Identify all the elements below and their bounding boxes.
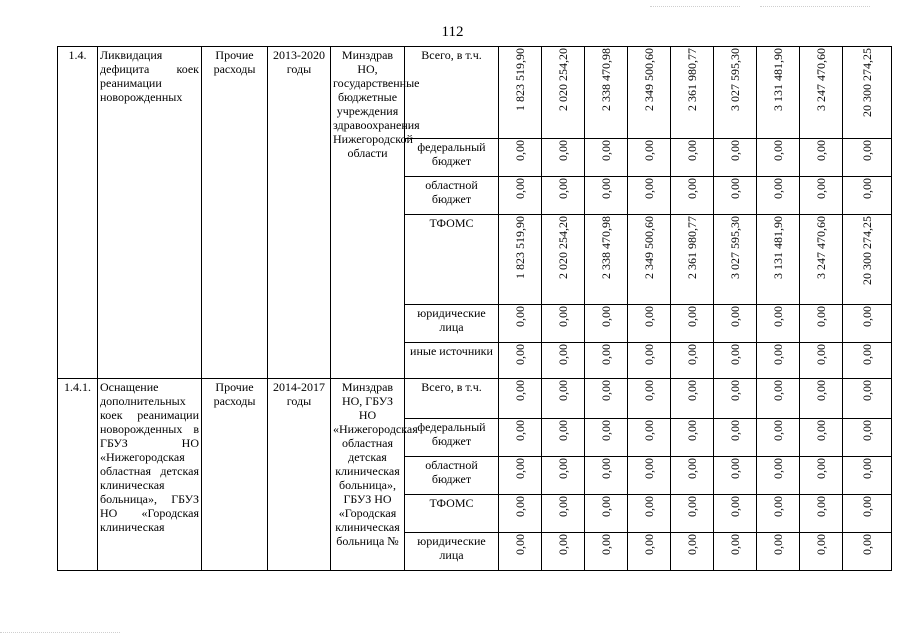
amount-cell (542, 177, 585, 215)
amount-value: 0,00 (556, 458, 570, 479)
amount-value: 0,00 (513, 496, 527, 517)
funding-source: областной бюджет (405, 457, 499, 495)
amount-cell (542, 47, 585, 139)
amount-cell (542, 379, 585, 419)
amount-cell (843, 177, 892, 215)
amount-value: 0,00 (728, 534, 742, 555)
funding-source: юридические лица (405, 305, 499, 343)
amount-cell (757, 533, 800, 571)
amount-value: 0,00 (513, 306, 527, 327)
amount-value: 3 247 470,60 (814, 216, 828, 279)
amount-value: 0,00 (728, 178, 742, 199)
amount-cell (671, 343, 714, 379)
amount-value: 0,00 (642, 458, 656, 479)
funding-source: юридические лица (405, 533, 499, 571)
amount-cell (843, 305, 892, 343)
amount-cell (843, 379, 892, 419)
amount-value: 0,00 (556, 496, 570, 517)
amount-cell (585, 419, 628, 457)
amount-value: 0,00 (814, 140, 828, 161)
amount-cell (714, 343, 757, 379)
amount-value: 0,00 (642, 344, 656, 365)
amount-cell (843, 419, 892, 457)
amount-cell (671, 379, 714, 419)
amount-value: 0,00 (771, 306, 785, 327)
amount-cell (800, 215, 843, 305)
amount-cell (671, 533, 714, 571)
amount-value: 0,00 (860, 496, 874, 517)
amount-value: 0,00 (685, 420, 699, 441)
amount-cell (671, 495, 714, 533)
amount-value: 0,00 (814, 420, 828, 441)
amount-cell (671, 305, 714, 343)
amount-value: 3 247 470,60 (814, 48, 828, 111)
amount-value: 3 131 481,90 (771, 216, 785, 279)
amount-cell (757, 177, 800, 215)
amount-value: 0,00 (685, 344, 699, 365)
table-row (58, 47, 892, 139)
amount-cell (628, 457, 671, 495)
amount-cell (499, 215, 542, 305)
amount-value: 0,00 (556, 306, 570, 327)
amount-value: 1 823 519,90 (513, 48, 527, 111)
executor: Минздрав НО, ГБУЗ НО «Нижегородская областная детская клиническая больница», ГБУЗ НО «Городская клиническая больница № (331, 379, 405, 571)
amount-cell (757, 379, 800, 419)
funding-source: ТФОМС (405, 495, 499, 533)
amount-value: 0,00 (860, 534, 874, 555)
amount-cell (800, 379, 843, 419)
amount-cell (499, 457, 542, 495)
amount-value: 0,00 (860, 420, 874, 441)
amount-cell (671, 47, 714, 139)
amount-value: 2 020 254,20 (556, 216, 570, 279)
amount-cell (757, 495, 800, 533)
amount-value: 3 131 481,90 (771, 48, 785, 111)
amount-value: 2 361 980,77 (685, 48, 699, 111)
section-name: Ликвидация дефицита коек реанимации новорожденных (98, 47, 202, 379)
amount-cell (671, 215, 714, 305)
amount-cell (843, 533, 892, 571)
amount-cell (800, 457, 843, 495)
amount-value: 0,00 (599, 420, 613, 441)
amount-cell (800, 533, 843, 571)
amount-cell (499, 177, 542, 215)
amount-value: 20 300 274,25 (860, 48, 874, 117)
amount-cell (843, 215, 892, 305)
amount-value: 0,00 (771, 534, 785, 555)
amount-value: 0,00 (771, 420, 785, 441)
amount-value: 0,00 (860, 140, 874, 161)
amount-cell (757, 139, 800, 177)
amount-cell (843, 47, 892, 139)
amount-cell (585, 495, 628, 533)
amount-cell (499, 379, 542, 419)
amount-value: 0,00 (728, 458, 742, 479)
amount-cell (800, 177, 843, 215)
amount-value: 0,00 (685, 496, 699, 517)
amount-cell (542, 419, 585, 457)
amount-value: 0,00 (642, 306, 656, 327)
amount-cell (585, 457, 628, 495)
amount-cell (542, 215, 585, 305)
amount-cell (800, 419, 843, 457)
amount-cell (499, 533, 542, 571)
amount-cell (757, 419, 800, 457)
executor: Минздрав НО, государственные бюджетные учреждения здравоохранения Нижегородской области (331, 47, 405, 379)
amount-cell (542, 139, 585, 177)
funding-source: федеральный бюджет (405, 139, 499, 177)
amount-cell (843, 343, 892, 379)
amount-value: 0,00 (860, 380, 874, 401)
implementation-years: 2013-2020 годы (268, 47, 331, 379)
amount-value: 2 361 980,77 (685, 216, 699, 279)
amount-value: 0,00 (599, 178, 613, 199)
amount-cell (628, 47, 671, 139)
amount-cell (714, 305, 757, 343)
amount-cell (585, 177, 628, 215)
amount-cell (585, 215, 628, 305)
amount-cell (542, 495, 585, 533)
amount-value: 0,00 (642, 496, 656, 517)
table-row (58, 379, 892, 419)
amount-value: 0,00 (860, 306, 874, 327)
funding-source: иные источники (405, 343, 499, 379)
amount-value: 2 020 254,20 (556, 48, 570, 111)
section-number: 1.4.1. (58, 379, 98, 571)
amount-cell (757, 305, 800, 343)
amount-cell (843, 457, 892, 495)
amount-value: 0,00 (642, 420, 656, 441)
amount-value: 0,00 (728, 496, 742, 517)
amount-value: 0,00 (728, 380, 742, 401)
amount-value: 0,00 (771, 496, 785, 517)
funding-source: областной бюджет (405, 177, 499, 215)
amount-cell (542, 457, 585, 495)
section-number: 1.4. (58, 47, 98, 379)
amount-value: 0,00 (814, 344, 828, 365)
amount-value: 0,00 (642, 178, 656, 199)
amount-value: 0,00 (513, 380, 527, 401)
amount-cell (671, 419, 714, 457)
amount-value: 0,00 (556, 178, 570, 199)
amount-value: 0,00 (728, 306, 742, 327)
amount-value: 0,00 (513, 534, 527, 555)
expense-type: Прочие расходы (202, 379, 268, 571)
amount-value: 0,00 (513, 140, 527, 161)
amount-cell (800, 305, 843, 343)
amount-value: 0,00 (556, 380, 570, 401)
amount-cell (628, 495, 671, 533)
amount-value: 20 300 274,25 (860, 216, 874, 285)
amount-cell (714, 379, 757, 419)
amount-value: 0,00 (642, 140, 656, 161)
amount-cell (800, 495, 843, 533)
amount-value: 0,00 (771, 458, 785, 479)
amount-value: 0,00 (771, 344, 785, 365)
amount-cell (585, 533, 628, 571)
amount-value: 0,00 (599, 306, 613, 327)
amount-value: 0,00 (771, 140, 785, 161)
amount-cell (671, 177, 714, 215)
scan-artifact-top-2 (760, 6, 870, 7)
amount-value: 0,00 (556, 344, 570, 365)
amount-value: 0,00 (728, 344, 742, 365)
page-number: 112 (441, 24, 464, 40)
section-name: Оснащение дополнительных коек реанимации новорожденных в ГБУЗ НО «Нижегородская областная детская клиническая больница», ГБУЗ НО «Городская клиническая (98, 379, 202, 571)
amount-value: 0,00 (685, 178, 699, 199)
amount-cell (499, 419, 542, 457)
amount-value: 0,00 (771, 178, 785, 199)
amount-value: 0,00 (685, 306, 699, 327)
amount-value: 0,00 (814, 178, 828, 199)
amount-cell (843, 495, 892, 533)
amount-value: 0,00 (860, 344, 874, 365)
amount-cell (714, 495, 757, 533)
amount-cell (757, 457, 800, 495)
funding-source: федеральный бюджет (405, 419, 499, 457)
amount-value: 0,00 (513, 344, 527, 365)
amount-cell (714, 47, 757, 139)
amount-value: 0,00 (599, 534, 613, 555)
amount-cell (628, 419, 671, 457)
amount-cell (628, 343, 671, 379)
amount-cell (714, 457, 757, 495)
amount-cell (714, 533, 757, 571)
amount-cell (585, 379, 628, 419)
funding-source: ТФОМС (405, 215, 499, 305)
amount-value: 0,00 (599, 380, 613, 401)
amount-cell (757, 47, 800, 139)
amount-value: 0,00 (599, 458, 613, 479)
amount-value: 0,00 (860, 458, 874, 479)
amount-cell (542, 343, 585, 379)
amount-cell (499, 305, 542, 343)
amount-value: 3 027 595,30 (728, 216, 742, 279)
amount-cell (585, 305, 628, 343)
amount-value: 2 349 500,60 (642, 48, 656, 111)
scan-artifact-bottom (0, 632, 120, 633)
amount-cell (585, 343, 628, 379)
amount-value: 0,00 (513, 420, 527, 441)
amount-value: 0,00 (513, 458, 527, 479)
amount-value: 0,00 (642, 380, 656, 401)
amount-cell (671, 139, 714, 177)
amount-value: 3 027 595,30 (728, 48, 742, 111)
amount-cell (628, 533, 671, 571)
amount-value: 0,00 (685, 380, 699, 401)
amount-value: 0,00 (599, 344, 613, 365)
amount-value: 0,00 (814, 496, 828, 517)
amount-value: 0,00 (728, 140, 742, 161)
amount-cell (714, 215, 757, 305)
budget-table (57, 46, 892, 571)
amount-value: 0,00 (685, 140, 699, 161)
amount-value: 0,00 (599, 140, 613, 161)
amount-cell (628, 379, 671, 419)
amount-cell (714, 139, 757, 177)
amount-cell (585, 47, 628, 139)
amount-value: 0,00 (556, 420, 570, 441)
amount-cell (714, 177, 757, 215)
amount-value: 0,00 (814, 458, 828, 479)
amount-cell (800, 139, 843, 177)
implementation-years: 2014-2017 годы (268, 379, 331, 571)
amount-value: 0,00 (685, 458, 699, 479)
amount-cell (542, 533, 585, 571)
amount-value: 1 823 519,90 (513, 216, 527, 279)
funding-source: Всего, в т.ч. (405, 47, 499, 139)
amount-value: 2 338 470,98 (599, 216, 613, 279)
amount-value: 0,00 (556, 140, 570, 161)
amount-cell (499, 495, 542, 533)
amount-cell (628, 305, 671, 343)
amount-cell (757, 215, 800, 305)
amount-cell (628, 215, 671, 305)
amount-value: 0,00 (642, 534, 656, 555)
amount-cell (499, 343, 542, 379)
amount-cell (628, 139, 671, 177)
funding-source: Всего, в т.ч. (405, 379, 499, 419)
amount-value: 2 338 470,98 (599, 48, 613, 111)
amount-value: 0,00 (814, 306, 828, 327)
amount-cell (499, 139, 542, 177)
amount-value: 0,00 (513, 178, 527, 199)
amount-cell (628, 177, 671, 215)
amount-cell (757, 343, 800, 379)
amount-cell (499, 47, 542, 139)
amount-value: 0,00 (685, 534, 699, 555)
amount-cell (714, 419, 757, 457)
amount-value: 0,00 (771, 380, 785, 401)
amount-value: 0,00 (599, 496, 613, 517)
amount-value: 0,00 (814, 380, 828, 401)
amount-value: 0,00 (728, 420, 742, 441)
scan-artifact-top (650, 6, 740, 7)
amount-value: 2 349 500,60 (642, 216, 656, 279)
amount-cell (800, 343, 843, 379)
amount-value: 0,00 (860, 178, 874, 199)
amount-cell (542, 305, 585, 343)
amount-cell (800, 47, 843, 139)
expense-type: Прочие расходы (202, 47, 268, 379)
amount-cell (585, 139, 628, 177)
amount-cell (671, 457, 714, 495)
amount-value: 0,00 (556, 534, 570, 555)
amount-value: 0,00 (814, 534, 828, 555)
amount-cell (843, 139, 892, 177)
